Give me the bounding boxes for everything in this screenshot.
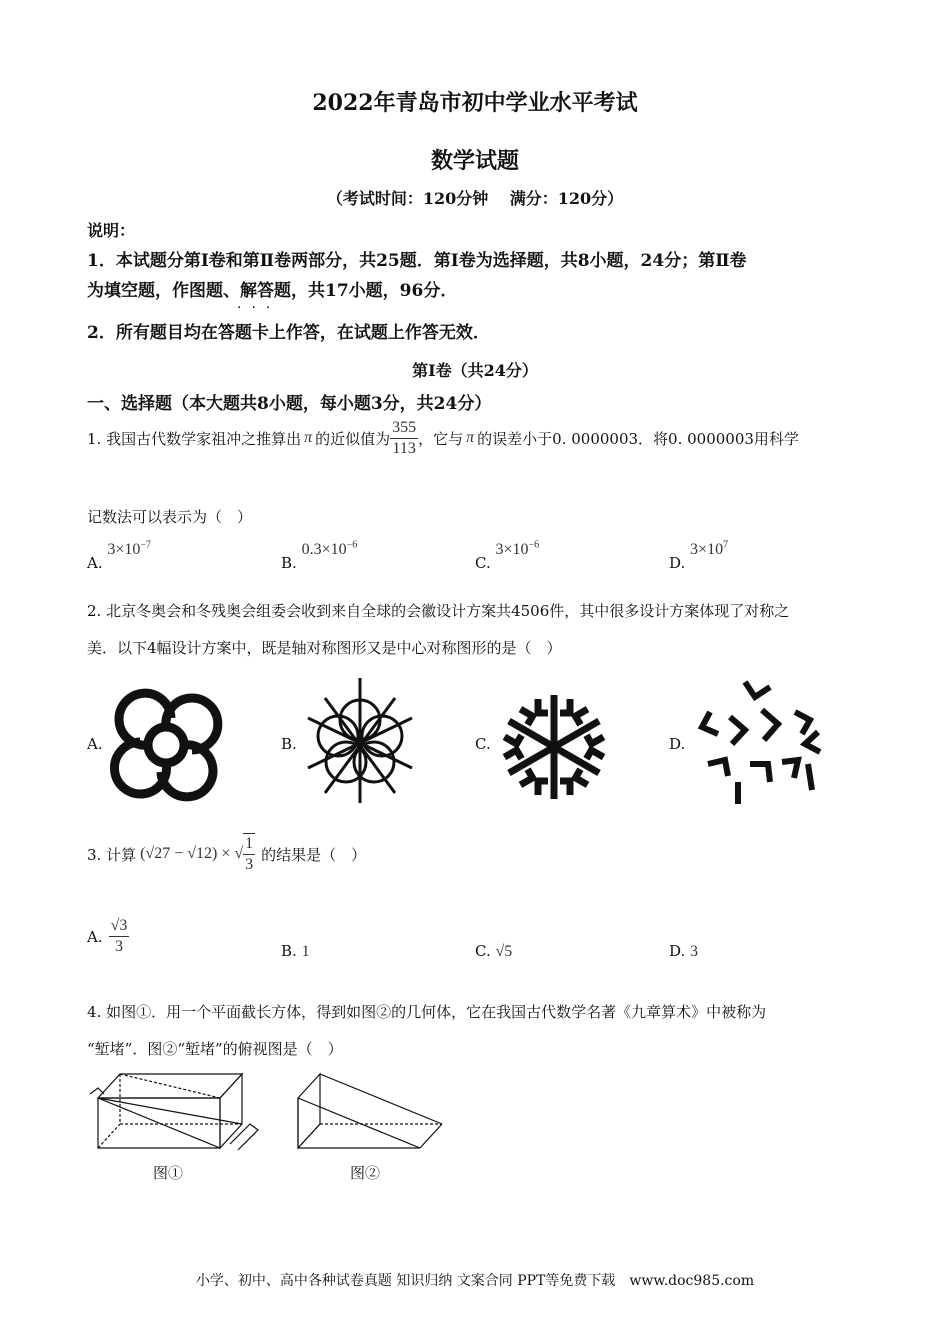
q3-expression: (√27 − √12) × √ [140,845,244,862]
q3-option-c[interactable]: C. √5 [475,942,513,960]
q1-option-a[interactable]: A. $3\times 10^{-7}$ [87,540,152,573]
q2-option-a-label[interactable]: A. [87,735,103,753]
q3-option-a[interactable]: A. $\frac{√3}{3}$ [87,917,128,955]
q3-fraction: $\frac{1}{3}$ [245,835,254,873]
notes-item2: 2．所有题目均在答题卡上作答，在试题上作答无效． [87,323,490,343]
q1-fraction [390,418,418,459]
q2-figure-a [106,690,226,800]
q4-figure-1 [90,1068,265,1153]
q1-option-b[interactable]: B. $0.3\times 10^{-6}$ [281,540,358,573]
q1-option-d[interactable]: D. $3\times 10^7$ [669,540,729,573]
pi-symbol-2: π [466,429,475,446]
q2-option-b-label[interactable]: B. [281,735,297,753]
q2-figure-d [690,672,830,812]
q1-text-b: 的近似值为 [315,429,391,448]
q1-text-d: 的误差小于0. 0000003．将0. 0000003用科学 [477,429,799,448]
q3-option-d[interactable]: D. 3 [669,942,699,960]
q2-line2: 美．以下4幅设计方案中，既是轴对称图形又是中心对称图形的是（ ） [87,639,562,657]
q2-option-c-label[interactable]: C. [475,735,491,753]
exam-subtitle: 数学试题 [430,148,519,174]
exam-info: （考试时间：120分钟 满分：120分） [326,189,624,208]
notes-item1-line1: 1．本试题分第Ⅰ卷和第Ⅱ卷两部分，共25题．第Ⅰ卷为选择题，共8小题，24分；第Ⅱ卷 [87,251,747,271]
emphasis-dots: ··· [237,300,281,316]
q1-text-a: 1. 我国古代数学家祖冲之推算出 [87,429,302,448]
q1-line2: 记数法可以表示为（ ） [87,508,253,526]
q1-frac-num: 355 [390,418,418,439]
notes-label: 说明： [87,221,136,240]
notes-item1-line2: 为填空题，作图题、解答题，共17小题，96分． [87,281,458,301]
pi-symbol: π [304,429,313,446]
q4-figure-2 [292,1068,452,1153]
q3-text-a: 3. 计算 [87,845,137,864]
q2-line1: 2. 北京冬奥会和冬残奥会组委会收到来自全球的会徽设计方案共4506件，其中很多设计方案体现了对称之 [87,602,790,620]
q4-figure-1-label: 图① [153,1164,184,1182]
q2-figure-c [494,682,614,812]
q1-line1 [87,416,799,460]
q3-text-b: 的结果是（ ） [261,845,367,864]
q4-line2: “堑堵”．图②“堑堵”的俯视图是（ ） [87,1040,343,1058]
q2-figure-b [300,678,420,808]
q1-option-c[interactable]: C. $3\times 10^{-6}$ [475,540,540,573]
section-title: 第Ⅰ卷（共24分） [412,361,538,380]
q3-line [87,830,366,878]
exam-title: 2022年青岛市初中学业水平考试 [312,90,638,116]
q4-figure-2-label: 图② [350,1164,381,1182]
q3-option-b[interactable]: B. 1 [281,942,310,960]
section-heading: 一、选择题（本大题共8小题，每小题3分，共24分） [87,394,492,414]
page-footer: 小学、初中、高中各种试卷真题 知识归纳 文案合同 PPT等免费下载 www.doc985.com [195,1273,755,1289]
q4-line1: 4. 如图①．用一个平面截长方体，得到如图②的几何体，它在我国古代数学名著《九章算术》中被称为 [87,1003,767,1021]
q2-option-d-label[interactable]: D. [669,735,686,753]
q1-text-c: ，它与 [418,429,464,448]
q1-frac-den: 113 [392,439,416,457]
